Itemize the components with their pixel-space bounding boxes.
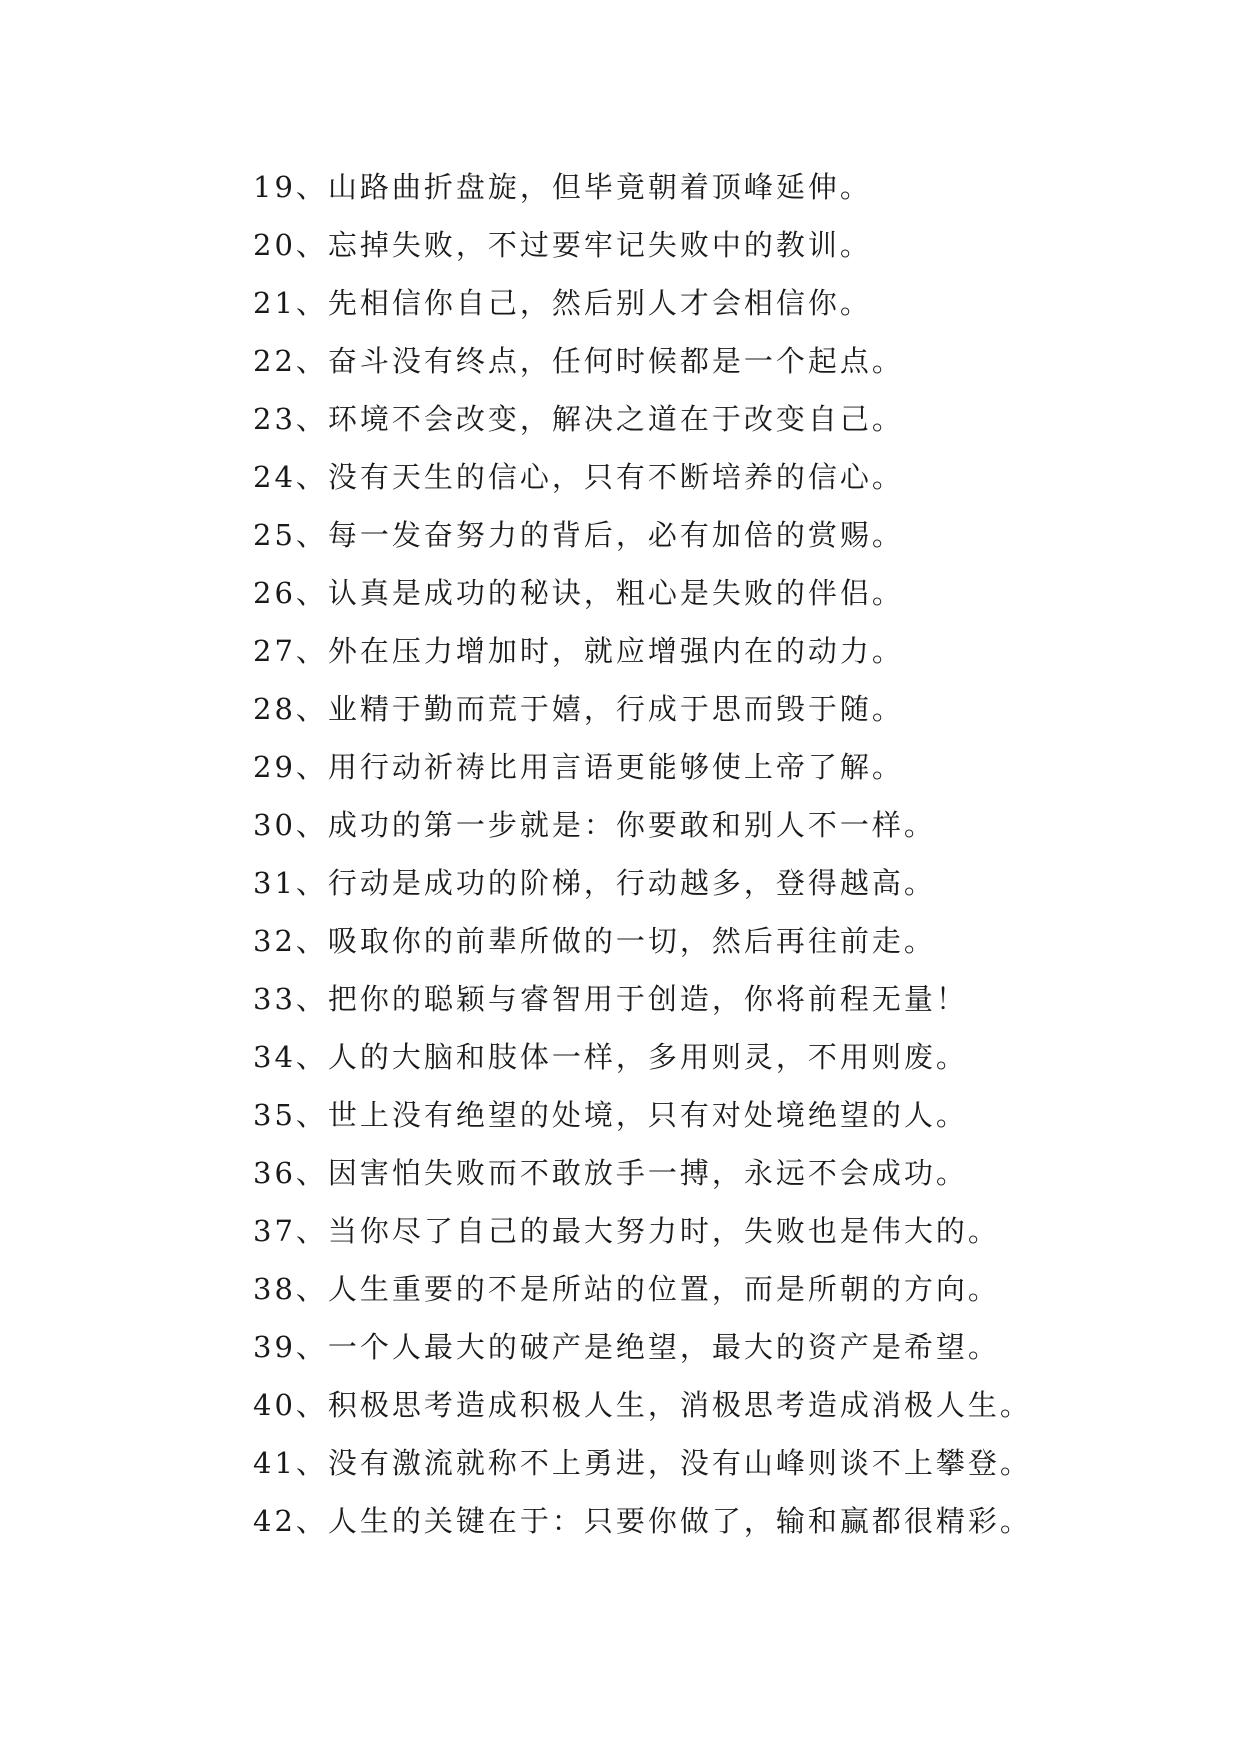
quote-line: 39、一个人最大的破产是绝望，最大的资产是希望。 — [253, 1330, 1000, 1364]
quote-line: 41、没有激流就称不上勇进，没有山峰则谈不上攀登。 — [253, 1446, 1032, 1480]
quote-line: 35、世上没有绝望的处境，只有对处境绝望的人。 — [253, 1098, 968, 1132]
quote-line: 26、认真是成功的秘诀，粗心是失败的伴侣。 — [253, 576, 904, 610]
quote-line: 21、先相信你自己，然后别人才会相信你。 — [253, 286, 872, 320]
quote-line: 42、人生的关键在于：只要你做了，输和赢都很精彩。 — [253, 1504, 1032, 1538]
quote-line: 19、山路曲折盘旋，但毕竟朝着顶峰延伸。 — [253, 170, 872, 204]
quote-line: 28、业精于勤而荒于嬉，行成于思而毁于随。 — [253, 692, 904, 726]
quote-line: 31、行动是成功的阶梯，行动越多，登得越高。 — [253, 866, 936, 900]
quote-line: 25、每一发奋努力的背后，必有加倍的赏赐。 — [253, 518, 904, 552]
quote-line: 20、忘掉失败，不过要牢记失败中的教训。 — [253, 228, 872, 262]
quote-line: 34、人的大脑和肢体一样，多用则灵，不用则废。 — [253, 1040, 968, 1074]
quote-line: 36、因害怕失败而不敢放手一搏，永远不会成功。 — [253, 1156, 968, 1190]
quote-line: 30、成功的第一步就是：你要敢和别人不一样。 — [253, 808, 936, 842]
quote-line: 37、当你尽了自己的最大努力时，失败也是伟大的。 — [253, 1214, 1000, 1248]
quote-line: 27、外在压力增加时，就应增强内在的动力。 — [253, 634, 904, 668]
quote-line: 38、人生重要的不是所站的位置，而是所朝的方向。 — [253, 1272, 1000, 1306]
quote-list — [253, 158, 1213, 1550]
quote-line: 24、没有天生的信心，只有不断培养的信心。 — [253, 460, 904, 494]
quote-line: 32、吸取你的前辈所做的一切，然后再往前走。 — [253, 924, 936, 958]
quote-line: 22、奋斗没有终点，任何时候都是一个起点。 — [253, 344, 904, 378]
quote-line: 33、把你的聪颖与睿智用于创造，你将前程无量！ — [253, 982, 968, 1016]
quote-line: 23、环境不会改变，解决之道在于改变自己。 — [253, 402, 904, 436]
quote-line: 40、积极思考造成积极人生，消极思考造成消极人生。 — [253, 1388, 1032, 1422]
quote-line: 29、用行动祈祷比用言语更能够使上帝了解。 — [253, 750, 904, 784]
